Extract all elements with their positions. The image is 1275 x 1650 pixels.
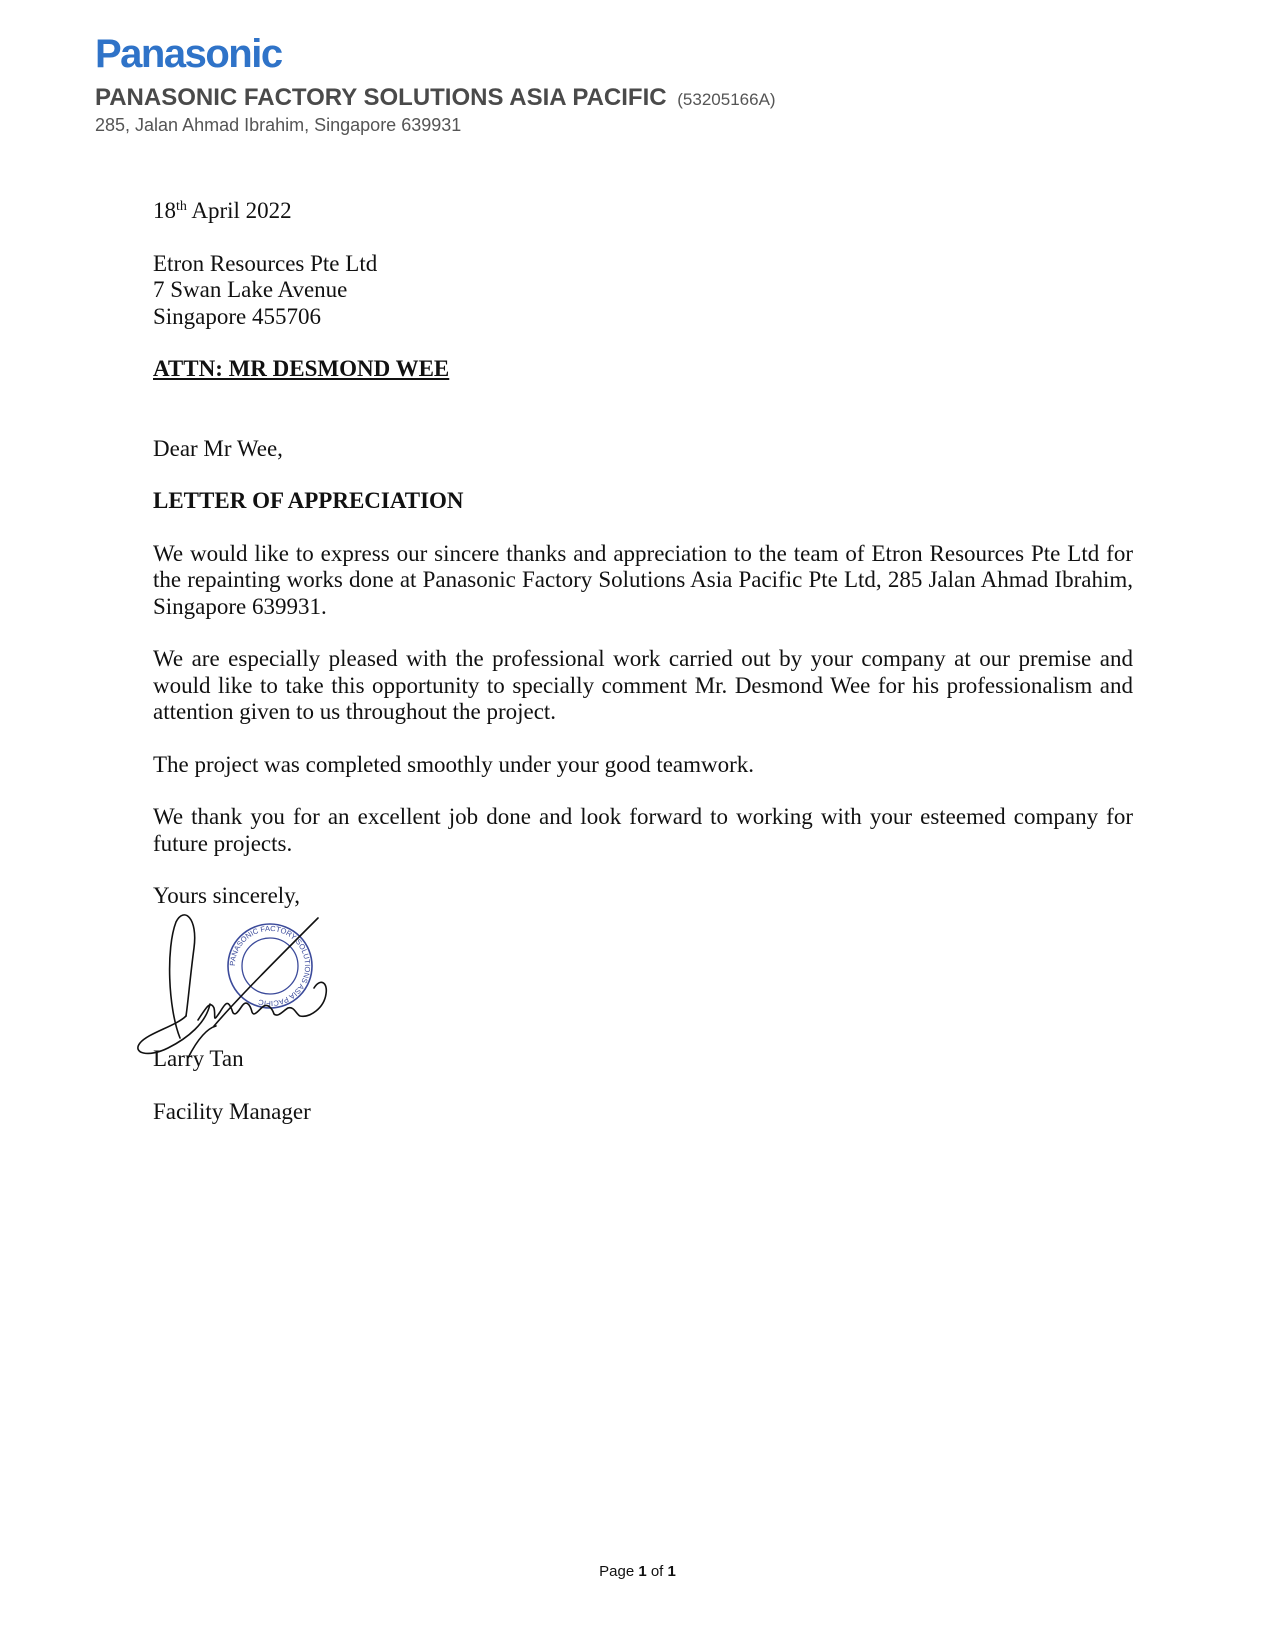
page-footer xyxy=(0,1563,1275,1580)
stamp-text: PANASONIC FACTORY SOLUTIONS ASIA PACIFIC xyxy=(227,923,313,1008)
letter-body xyxy=(153,198,1133,1126)
recipient-company: Etron Resources Pte Ltd xyxy=(153,250,378,276)
letter-subject: LETTER OF APPRECIATION xyxy=(153,488,464,513)
company-address: 285, Jalan Ahmad Ibrahim, Singapore 639931 xyxy=(95,115,462,135)
company-registration: (53205166A) xyxy=(677,90,776,109)
recipient-address xyxy=(153,251,1133,331)
recipient-city: Singapore 455706 xyxy=(153,303,322,329)
signer-name: Larry Tan xyxy=(153,1045,244,1071)
signer-title: Facility Manager xyxy=(153,1099,311,1124)
letterhead xyxy=(95,32,776,136)
salutation: Dear Mr Wee, xyxy=(153,435,283,461)
letter-date xyxy=(153,198,1133,225)
paragraph-1: We would like to express our sincere thanks and appreciation to the team of Etron Resources Pte Ltd for the repainting works done at Panasonic Factory Solutions Asia Pacific Pte Ltd, 285 Jalan Ahmad Ibrahim, Singapore 639931. xyxy=(153,540,1133,619)
paragraph-3: The project was completed smoothly under your good teamwork. xyxy=(153,751,755,777)
signature-area xyxy=(153,916,1133,1046)
paragraph-4: We thank you for an excellent job done and look forward to working with your esteemed company for future projects. xyxy=(153,804,1133,856)
company-name: PANASONIC FACTORY SOLUTIONS ASIA PACIFIC xyxy=(95,84,667,111)
company-name-line xyxy=(95,84,776,114)
closing: Yours sincerely, xyxy=(153,883,300,908)
signature-and-stamp xyxy=(128,908,348,1068)
page-total: 1 xyxy=(667,1563,676,1580)
paragraph-2: We are especially pleased with the professional work carried out by your company at our premise and would like to take this opportunity to specially comment Mr. Desmond Wee for his professionalism and attention given to us throughout the project. xyxy=(153,646,1133,724)
brand-logo: Panasonic xyxy=(95,32,282,76)
date-month-year: April 2022 xyxy=(186,198,292,223)
attention-line: ATTN: MR DESMOND WEE xyxy=(153,356,450,381)
page-current: 1 xyxy=(638,1563,647,1580)
footer-middle: of xyxy=(646,1563,668,1580)
recipient-street: 7 Swan Lake Avenue xyxy=(153,277,348,302)
date-day: 18 xyxy=(153,198,176,223)
date-suffix: th xyxy=(176,199,187,214)
footer-prefix: Page xyxy=(599,1563,639,1580)
